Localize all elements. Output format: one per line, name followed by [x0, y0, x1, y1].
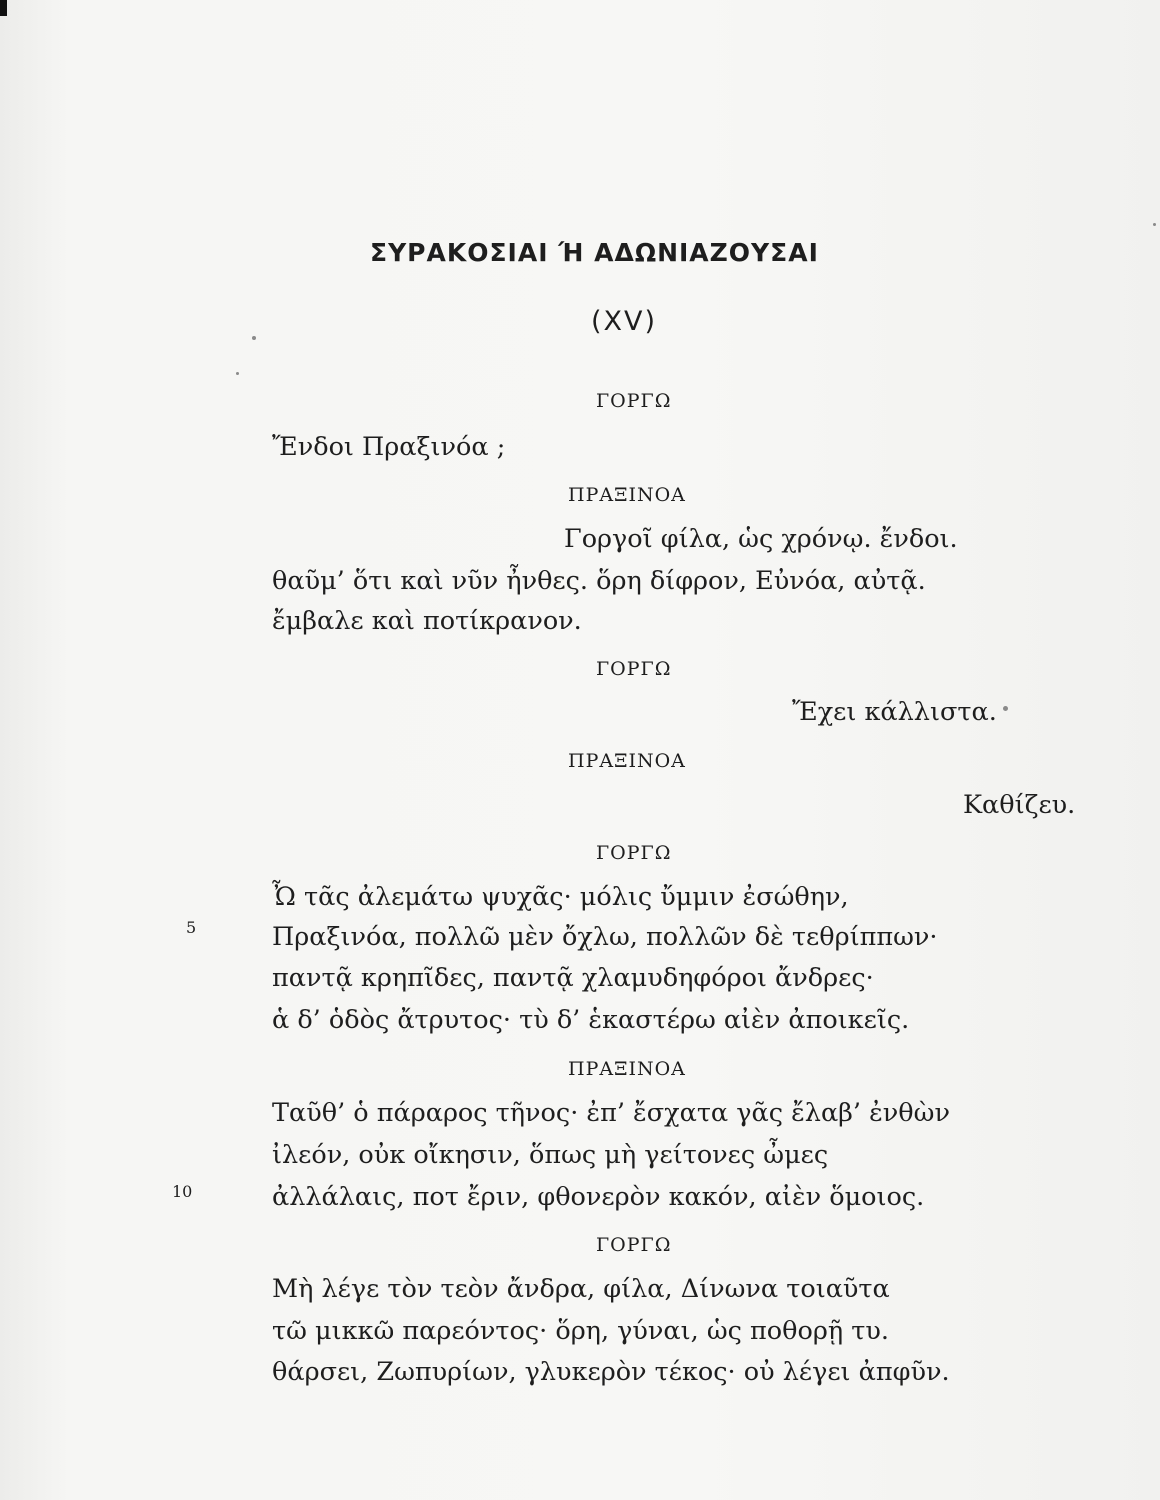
- speaker-label: ΓΟΡΓΩ: [596, 658, 672, 680]
- verse-line: Ταῦθ’ ὁ πάραρος τῆνος· ἐπ’ ἔσχατα γᾶς ἔλαβ’ ἐνθὼν: [272, 1098, 950, 1128]
- scan-speck: [252, 336, 256, 340]
- verse-line: Ὦ τᾶς ἀλεμάτω ψυχᾶς· μόλις ὔμμιν ἐσώθην,: [272, 882, 849, 912]
- speaker-label: ΠΡΑΞΙΝΟΑ: [568, 750, 686, 772]
- speaker-label: ΓΟΡΓΩ: [596, 842, 672, 864]
- scan-speck: [1003, 706, 1008, 711]
- verse-line: Μὴ λέγε τὸν τεὸν ἄνδρα, φίλα, Δίνωνα τοιαῦτα: [272, 1274, 890, 1304]
- scan-edge-mark: [0, 0, 7, 16]
- verse-line: Ἔνδοι Πραξινόα ;: [272, 432, 506, 462]
- verse-line: Καθίζευ.: [963, 790, 1076, 820]
- poem-title: ΣΥΡΑΚΟΣΙΑΙ Ή ΑΔΩΝΙΑΖΟΥΣΑΙ: [370, 238, 819, 267]
- speaker-label: ΓΟΡΓΩ: [596, 390, 672, 412]
- scan-speck: [1153, 223, 1156, 226]
- speaker-label: ΠΡΑΞΙΝΟΑ: [568, 1058, 686, 1080]
- scan-speck: [236, 372, 239, 375]
- speaker-label: ΠΡΑΞΙΝΟΑ: [568, 484, 686, 506]
- line-number: 10: [172, 1182, 193, 1201]
- line-number: 5: [186, 918, 197, 937]
- verse-line: θάρσει, Ζωπυρίων, γλυκερὸν τέκος· οὐ λέγει ἀπφῦν.: [272, 1357, 950, 1387]
- verse-line: Ἔχει κάλλιστα.: [792, 697, 997, 727]
- idyll-number: (XV): [591, 306, 658, 337]
- verse-line: ἔμβαλε καὶ ποτίκρανον.: [272, 606, 582, 636]
- verse-line: ἰλεόν, οὐκ οἴκησιν, ὅπως μὴ γείτονες ὦμες: [272, 1140, 829, 1170]
- verse-line: ἁ δ’ ὁδὸς ἄτρυτος· τὺ δ’ ἑκαστέρω αἰὲν ἀποικεῖς.: [272, 1005, 910, 1035]
- verse-line: τῶ μικκῶ παρεόντος· ὅρη, γύναι, ὡς ποθορῇ τυ.: [272, 1316, 889, 1346]
- verse-line: ἀλλάλαις, ποτ ἔριν, φθονερὸν κακόν, αἰὲν ὅμοιος.: [272, 1182, 925, 1212]
- verse-line: Πραξινόα, πολλῶ μὲν ὄχλω, πολλῶν δὲ τεθρίππων·: [272, 922, 938, 952]
- verse-line: παντᾷ κρηπῖδες, παντᾷ χλαμυδηφόροι ἄνδρες·: [272, 963, 874, 993]
- verse-line: Γοργοῖ φίλα, ὡς χρόνῳ. ἔνδοι.: [564, 524, 958, 554]
- speaker-label: ΓΟΡΓΩ: [596, 1234, 672, 1256]
- verse-line: θαῦμ’ ὅτι καὶ νῦν ἦνθες. ὅρη δίφρον, Εὐνόα, αὐτᾷ.: [272, 566, 926, 596]
